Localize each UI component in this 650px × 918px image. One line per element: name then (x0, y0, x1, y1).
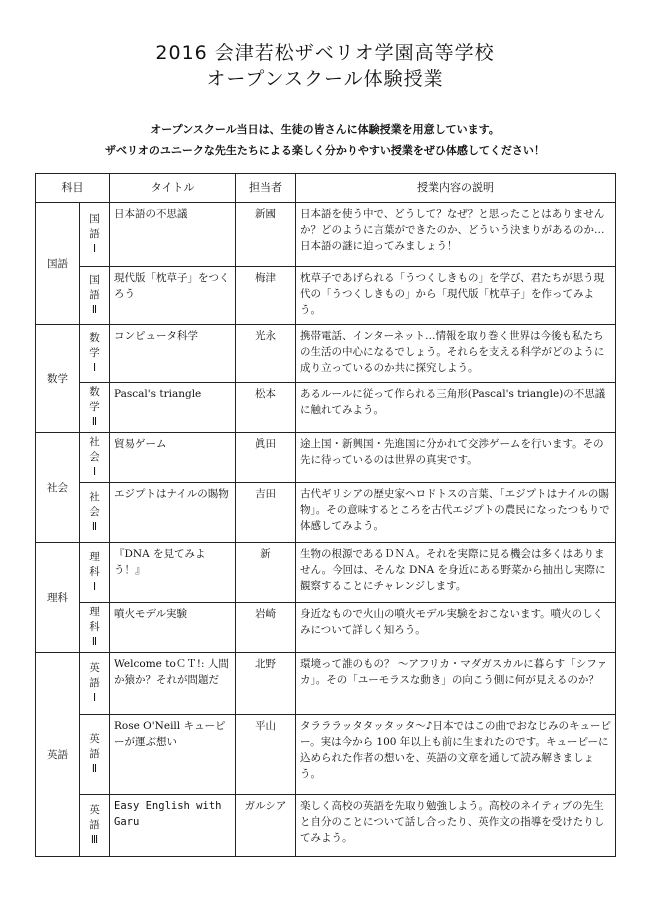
table-header-row (36, 174, 616, 203)
title-cell: 貿易ゲーム (110, 433, 236, 483)
teacher-cell: 北野 (236, 653, 296, 715)
description-cell: 生物の根源であるＤＮＡ。それを実際に見る機会は多くはありません。今回は、そんな DNA を身近にある野菜から抽出し実際に観察することにチャレンジします。 (296, 543, 616, 603)
subject-cell: 理科 (36, 543, 80, 653)
teacher-cell: 吉田 (236, 483, 296, 543)
description-cell: 日本語を使う中で、どうして？なぜ？と思ったことはありませんか？どのように言葉ができたのか、どういう決まりがあるのか…日本語の謎に迫ってみましょう！ (296, 203, 616, 267)
schedule-table (35, 173, 616, 857)
subject-cell: 英語 (36, 653, 80, 857)
description-cell: 身近なもので火山の噴火モデル実験をおこないます。噴火のしくみについて詳しく知ろう。 (296, 603, 616, 653)
course-cell: 英語Ⅰ (80, 653, 110, 715)
title-cell: 現代版「枕草子」をつくろう (110, 267, 236, 325)
description-cell: 途上国・新興国・先進国に分かれて交渉ゲームを行います。その先に待っているのは世界の真実です。 (296, 433, 616, 483)
description-cell: 環境って誰のもの？ ～アフリカ・マダガスカルに暮らす「シファカ」。その「ユーモラスな動き」の向こう側に何が見えるのか？ (296, 653, 616, 715)
subject-cell: 国語 (36, 203, 80, 325)
teacher-cell: 梅津 (236, 267, 296, 325)
table-row (36, 543, 616, 603)
header-title: タイトル (110, 174, 236, 203)
teacher-cell: 岩崎 (236, 603, 296, 653)
table-row (36, 715, 616, 795)
table-row (36, 325, 616, 383)
description-cell: タラララッタタッタッタ～♪日本ではこの曲でおなじみのキューピー。実は今から 100 年以上も前に生まれたのです。キューピーに込められた作者の想いを、英語の文章を通して読み解きましょう。 (296, 715, 616, 795)
description-cell: あるルールに従って作られる三角形(Pascal's triangle)の不思議に触れてみよう。 (296, 383, 616, 433)
title-cell: 日本語の不思議 (110, 203, 236, 267)
title-cell: エジプトはナイルの賜物 (110, 483, 236, 543)
description-cell: 枕草子であげられる「うつくしきもの」を学び、君たちが思う現代の「うつくしきもの」から「現代版「枕草子」を作ってみよう。 (296, 267, 616, 325)
teacher-cell: 新國 (236, 203, 296, 267)
title-cell: Easy English with Garu (110, 795, 236, 857)
course-cell: 数学Ⅱ (80, 383, 110, 433)
teacher-cell: 平山 (236, 715, 296, 795)
description-cell: 携帯電話、インターネット…情報を取り巻く世界は今後も私たちの生活の中心になるでしょう。それらを支える科学がどのように成り立っているのか共に探究しよう。 (296, 325, 616, 383)
header-teacher: 担当者 (236, 174, 296, 203)
intro-text-1: オープンスクール当日は、生徒の皆さんに体験授業を用意しています。 (150, 123, 500, 136)
teacher-cell: 松本 (236, 383, 296, 433)
table-row (36, 483, 616, 543)
course-cell: 英語Ⅲ (80, 795, 110, 857)
title-cell: Welcome toＣＴ!: 人間か猿か？それが問題だ (110, 653, 236, 715)
description-cell: 楽しく高校の英語を先取り勉強しよう。高校のネイティブの先生と自分のことについて話し合ったり、英作文の指導を受けたりしてみよう。 (296, 795, 616, 857)
title-cell: コンピュータ科学 (110, 325, 236, 383)
table-row (36, 433, 616, 483)
title-cell: Pascal's triangle (110, 383, 236, 433)
course-cell: 社会Ⅱ (80, 483, 110, 543)
table-row (36, 383, 616, 433)
title-cell: 噴火モデル実験 (110, 603, 236, 653)
title-cell: 『DNA を見てみよう！』 (110, 543, 236, 603)
teacher-cell: ガルシア (236, 795, 296, 857)
table-row (36, 267, 616, 325)
subject-cell: 数学 (36, 325, 80, 433)
course-cell: 国語Ⅰ (80, 203, 110, 267)
course-cell: 理科Ⅰ (80, 543, 110, 603)
subject-cell: 社会 (36, 433, 80, 543)
header-subject: 科目 (36, 174, 110, 203)
page-title: 2016 会津若松ザベリオ学園高等学校 (155, 42, 495, 64)
course-cell: 社会Ⅰ (80, 433, 110, 483)
course-cell: 国語Ⅱ (80, 267, 110, 325)
course-cell: 数学Ⅰ (80, 325, 110, 383)
course-cell: 理科Ⅱ (80, 603, 110, 653)
intro-text-2: ザベリオのユニークな先生たちによる楽しく分かりやすい授業をぜひ体感してください！ (105, 144, 545, 157)
title-cell: Rose O'Neill キューピーが運ぶ想い (110, 715, 236, 795)
table-row (36, 203, 616, 267)
teacher-cell: 眞田 (236, 433, 296, 483)
page-subtitle: オープンスクール体験授業 (206, 68, 444, 90)
description-cell: 古代ギリシアの歴史家ヘロドトスの言葉、「エジプトはナイルの賜物」。その意味するところを古代エジプトの農民になったつもりで体感してみよう。 (296, 483, 616, 543)
table-row (36, 795, 616, 857)
teacher-cell: 新 (236, 543, 296, 603)
table-row (36, 603, 616, 653)
course-cell: 英語Ⅱ (80, 715, 110, 795)
teacher-cell: 光永 (236, 325, 296, 383)
header-description: 授業内容の説明 (296, 174, 616, 203)
table-row (36, 653, 616, 715)
